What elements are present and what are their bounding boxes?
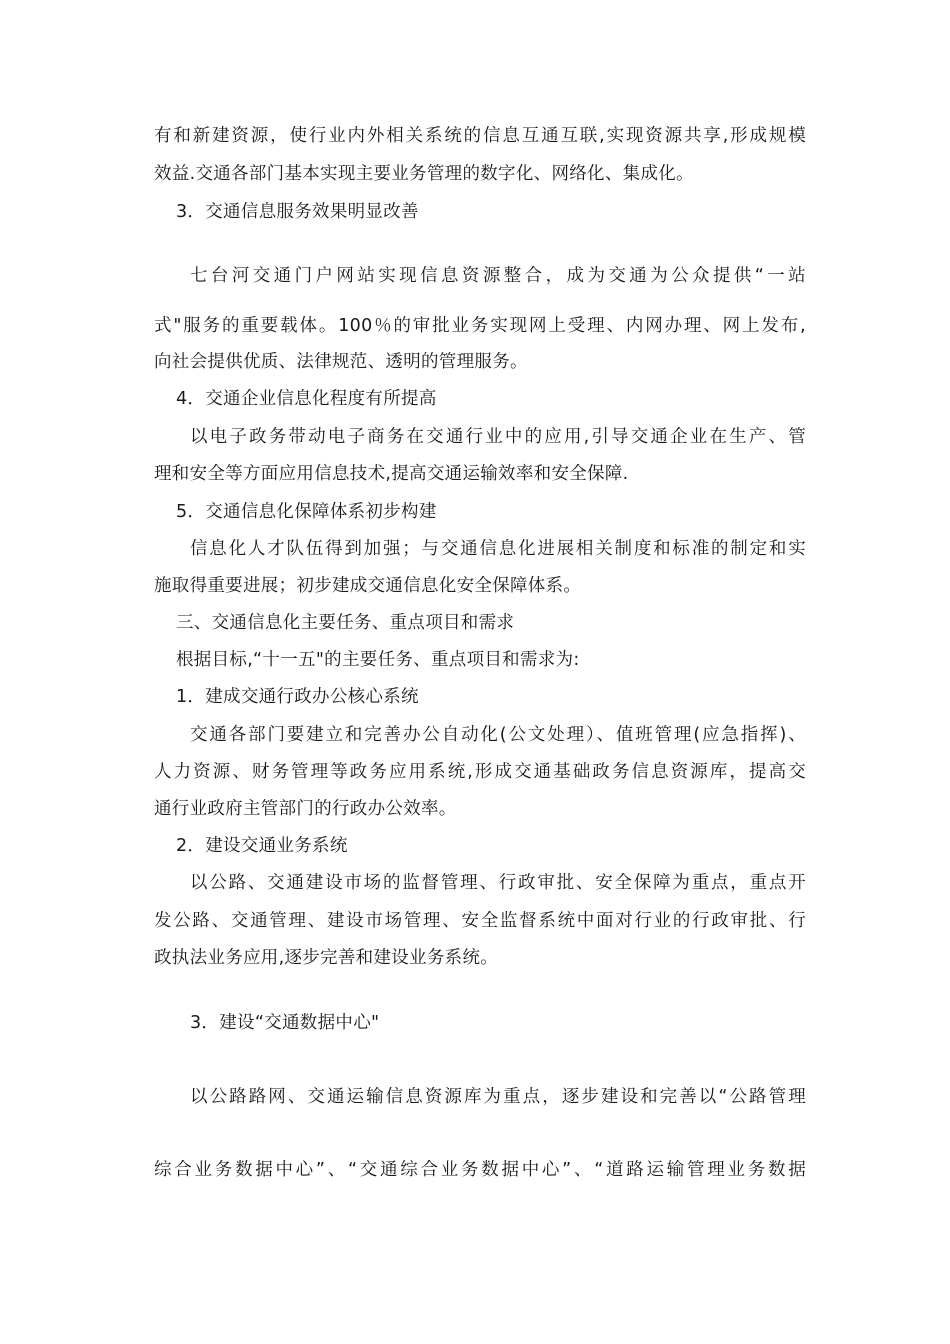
section-heading: 1．建成交通行政办公核心系统	[176, 687, 419, 707]
text-line: 交通各部门要建立和完善办公自动化(公文处理）、值班管理(应急指挥)、	[190, 725, 806, 745]
text-line: 式"服务的重要载体。100％的审批业务实现网上受理、内网办理、网上发布,	[154, 316, 806, 336]
section-heading: 三、交通信息化主要任务、重点项目和需求	[176, 613, 515, 633]
section-heading: 5．交通信息化保障体系初步构建	[176, 502, 437, 522]
text-line: 施取得重要进展；初步建成交通信息化安全保障体系。	[154, 576, 582, 596]
text-line: 根据目标,“十一五"的主要任务、重点项目和需求为:	[176, 650, 580, 670]
text-line: 发公路、交通管理、建设市场管理、安全监督系统中面对行业的行政审批、行	[154, 911, 806, 931]
section-heading: 4．交通企业信息化程度有所提高	[176, 389, 437, 409]
text-line: 综合业务数据中心”、“交通综合业务数据中心”、“道路运输管理业务数据	[154, 1160, 806, 1180]
text-line: 通行业政府主管部门的行政办公效率。	[154, 799, 457, 819]
text-line: 以公路、交通建设市场的监督管理、行政审批、安全保障为重点，重点开	[190, 873, 806, 893]
text-line: 信息化人才队伍得到加强；与交通信息化进展相关制度和标准的制定和实	[190, 539, 806, 559]
text-line: 有和新建资源，使行业内外相关系统的信息互通互联,实现资源共享,形成规模	[154, 126, 806, 146]
text-line: 人力资源、财务管理等政务应用系统,形成交通基础政务信息资源库，提高交	[154, 762, 806, 782]
section-heading: 2．建设交通业务系统	[176, 836, 348, 856]
section-heading: 3．交通信息服务效果明显改善	[176, 202, 419, 222]
text-line: 理和安全等方面应用信息技术,提高交通运输效率和安全保障.	[154, 464, 629, 484]
text-line: 以公路路网、交通运输信息资源库为重点，逐步建设和完善以“公路管理	[190, 1087, 806, 1107]
text-line: 效益.交通各部门基本实现主要业务管理的数字化、网络化、集成化。	[154, 164, 694, 184]
text-line: 政执法业务应用,逐步完善和建设业务系统。	[154, 948, 499, 968]
text-line: 以电子政务带动电子商务在交通行业中的应用,引导交通企业在生产、管	[190, 427, 806, 447]
text-line: 七台河交通门户网站实现信息资源整合，成为交通为公众提供“一站	[190, 266, 806, 286]
text-line: 向社会提供优质、法律规范、透明的管理服务。	[154, 352, 528, 372]
section-heading: 3．建设“交通数据中心"	[190, 1013, 380, 1033]
